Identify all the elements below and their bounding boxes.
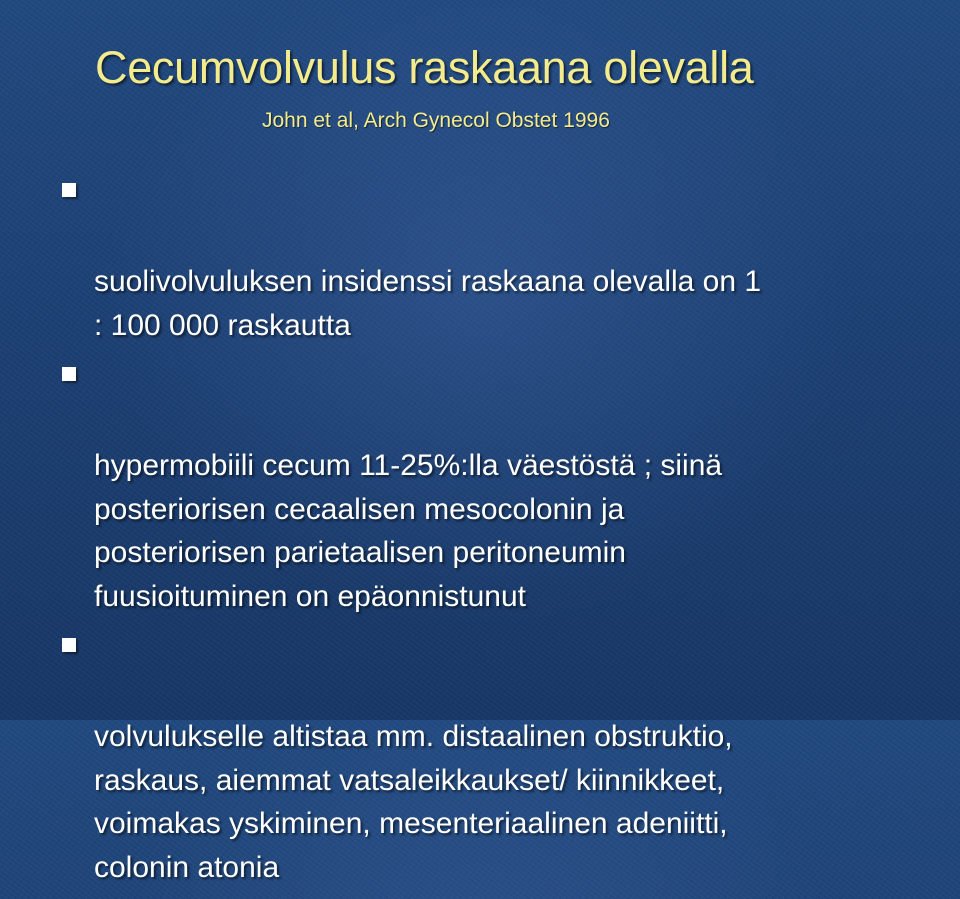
bullet-text: volvulukselle altistaa mm. distaalinen obstruktio, raskaus, aiemmat vatsaleikkaukset/ kiinnikkeet, voimakas yskiminen, mesenteriaalinen adeniitti, colonin atonia — [94, 720, 733, 884]
square-bullet-icon — [62, 367, 76, 381]
square-bullet-icon — [62, 183, 76, 197]
bullet-text: hypermobiili cecum 11-25%:lla väestöstä ; siinä posteriorisen cecaalisen mesocolonin ja posteriorisen parietaalisen peritoneumin fuusioituminen on epäonnistunut — [94, 449, 723, 613]
bullet-item — [62, 173, 912, 347]
bullet-item — [62, 357, 912, 618]
slide-title: Cecumvolvulus raskaana olevalla — [95, 42, 754, 93]
bullet-list — [62, 173, 912, 899]
bullet-text: suolivolvuluksen insidenssi raskaana olevalla on 1 : 100 000 raskautta — [94, 265, 762, 342]
square-bullet-icon — [62, 638, 76, 652]
slide-subtitle: John et al, Arch Gynecol Obstet 1996 — [262, 109, 610, 132]
bullet-item — [62, 628, 912, 889]
